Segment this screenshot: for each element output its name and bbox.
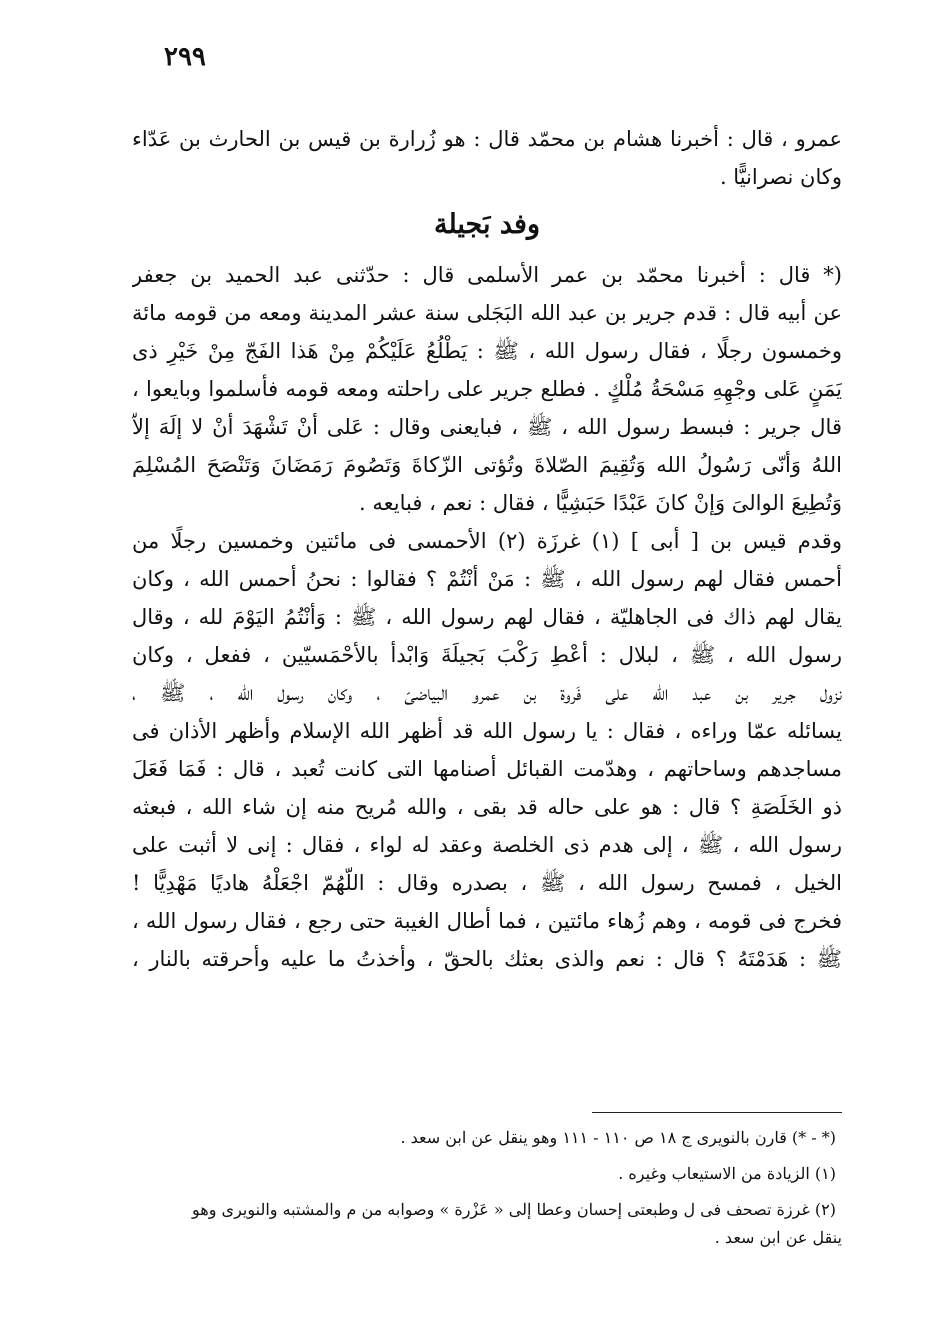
main-text — [132, 120, 842, 978]
footnote-1: (١) الزيادة من الاستيعاب وغيره . — [618, 1164, 836, 1183]
section-title: وفد بَجيلة — [433, 209, 541, 240]
footnotes — [132, 1124, 842, 1252]
body-line: قال جرير : فبسط رسول الله ، ﷺ ، فبايعنى وقال : عَلى أنْ تَشْهَدَ أنْ لا إلَهَ إلاّ — [132, 415, 842, 439]
footnote-divider — [592, 1112, 842, 1113]
body-line: وَتُطِيعَ الوالىَ وَإنْ كانَ عَبْدًا حَبَشِيًّا ، فقال : نعم ، فبايعه . — [359, 491, 842, 515]
body-line: أحمس فقال لهم رسول الله ، ﷺ : مَنْ أنْتُمْ ؟ فقالوا : نحنُ أحمس الله ، وكان — [132, 567, 842, 591]
body-line: فخرج فى قومه ، وهم زُهاء مائتين ، فما أطال الغيبة حتى رجع ، فقال رسول الله ، — [132, 909, 842, 933]
body-line: يسائله عمّا وراءه ، فقال : يا رسول الله قد أظهر الله الإسلام وأظهر الأذان فى — [132, 719, 842, 743]
body-line: اللهُ وَأنّى رَسُولُ الله وَتُقِيمَ الصّلاةَ وتُؤتى الزّكاةَ وَتَصُومَ رَمَضَانَ وَتَنْصَحَ المُسْلِمَ — [132, 453, 842, 477]
body-line: يَمَنٍ عَلى وجْهِهِ مَسْحَةُ مُلْكٍ . فطلع جرير على راحلته ومعه قومه فأسلموا وبايعوا ، — [132, 377, 842, 401]
intro-line-2: وكان نصرانيًّا . — [719, 165, 842, 189]
body-line: ﷺ : هَدَمْتَهُ ؟ قال : نعم والذى بعثك بالحقّ ، وأخذتُ ما عليه وأحرقته بالنار ، — [132, 947, 842, 971]
body-line: (* قال : أخبرنا محمّد بن عمر الأسلمى قال : حدّثنى عبد الحميد بن جعفر — [132, 263, 842, 287]
footnote-star: (* - *) قارن بالنويرى ج ١٨ ص ١١٠ - ١١١ وهو ينقل عن ابن سعد . — [400, 1128, 836, 1147]
body-line: رسول الله ، ﷺ ، إلى هدم ذى الخلصة وعقد له لواء ، فقال : إنى لا أثبت على — [132, 833, 842, 857]
body-line: عن أبيه قال : قدم جرير بن عبد الله البَجَلى سنة عشر المدينة ومعه من قومه مائة — [132, 301, 842, 325]
body-line: مساجدهم وساحاتهم ، وهدّمت القبائل أصنامها التى كانت تُعبد ، قال : فَمَا فَعَلَ — [132, 757, 842, 781]
body-line: رسول الله ، ﷺ ، لبلال : أعْطِ رَكْبَ بَجيلَةَ وَابْدأ بالأحْمَسيّين ، ففعل ، وكان — [132, 643, 842, 667]
body-line: يقال لهم ذاك فى الجاهليّة ، فقال لهم رسول الله ، ﷺ : وَأنْتُمُ اليَوْمَ لله ، وقال — [132, 605, 842, 629]
body-line: ذو الخَلَصَةِ ؟ قال : هو على حاله قد بقى ، والله مُريح منه إن شاء الله ، فبعثه — [132, 795, 842, 819]
body-line: الخيل ، فمسح رسول الله ، ﷺ ، بصدره وقال : اللّهُمّ اجْعَلْهُ هاديًا مَهْدِيًّا ! — [132, 871, 842, 895]
page-number: ٢٩٩ — [164, 42, 206, 72]
body-line: وخمسون رجلًا ، فقال رسول الله ، ﷺ : يَطْلُعُ عَلَيْكُمْ مِنْ هَذا الفَجّ مِنْ خَيْرِ ذى — [132, 339, 842, 363]
intro-line-1: عمرو ، قال : أخبرنا هشام بن محمّد قال : هو زُرارة بن قيس بن الحارث بن عَدّاء — [132, 127, 842, 151]
body-line: نزول جرير بن عبد الله على فَروة بن عمرو البياضىّ ، وكان رسول الله ، ﷺ ، — [132, 681, 842, 705]
body-line: وقدم قيس بن [ أبى ] (١) غرزَة (٢) الأحمسى فى مائتين وخمسين رجلًا من — [132, 529, 842, 553]
footnote-2: (٢) غرزة تصحف فى ل وطبعتى إحسان وعطا إلى « عَزْرة » وصوابه من م والمشتبه والنويرى وهو — [192, 1200, 836, 1219]
footnote-2-continued: ينقل عن ابن سعد . — [714, 1228, 842, 1247]
